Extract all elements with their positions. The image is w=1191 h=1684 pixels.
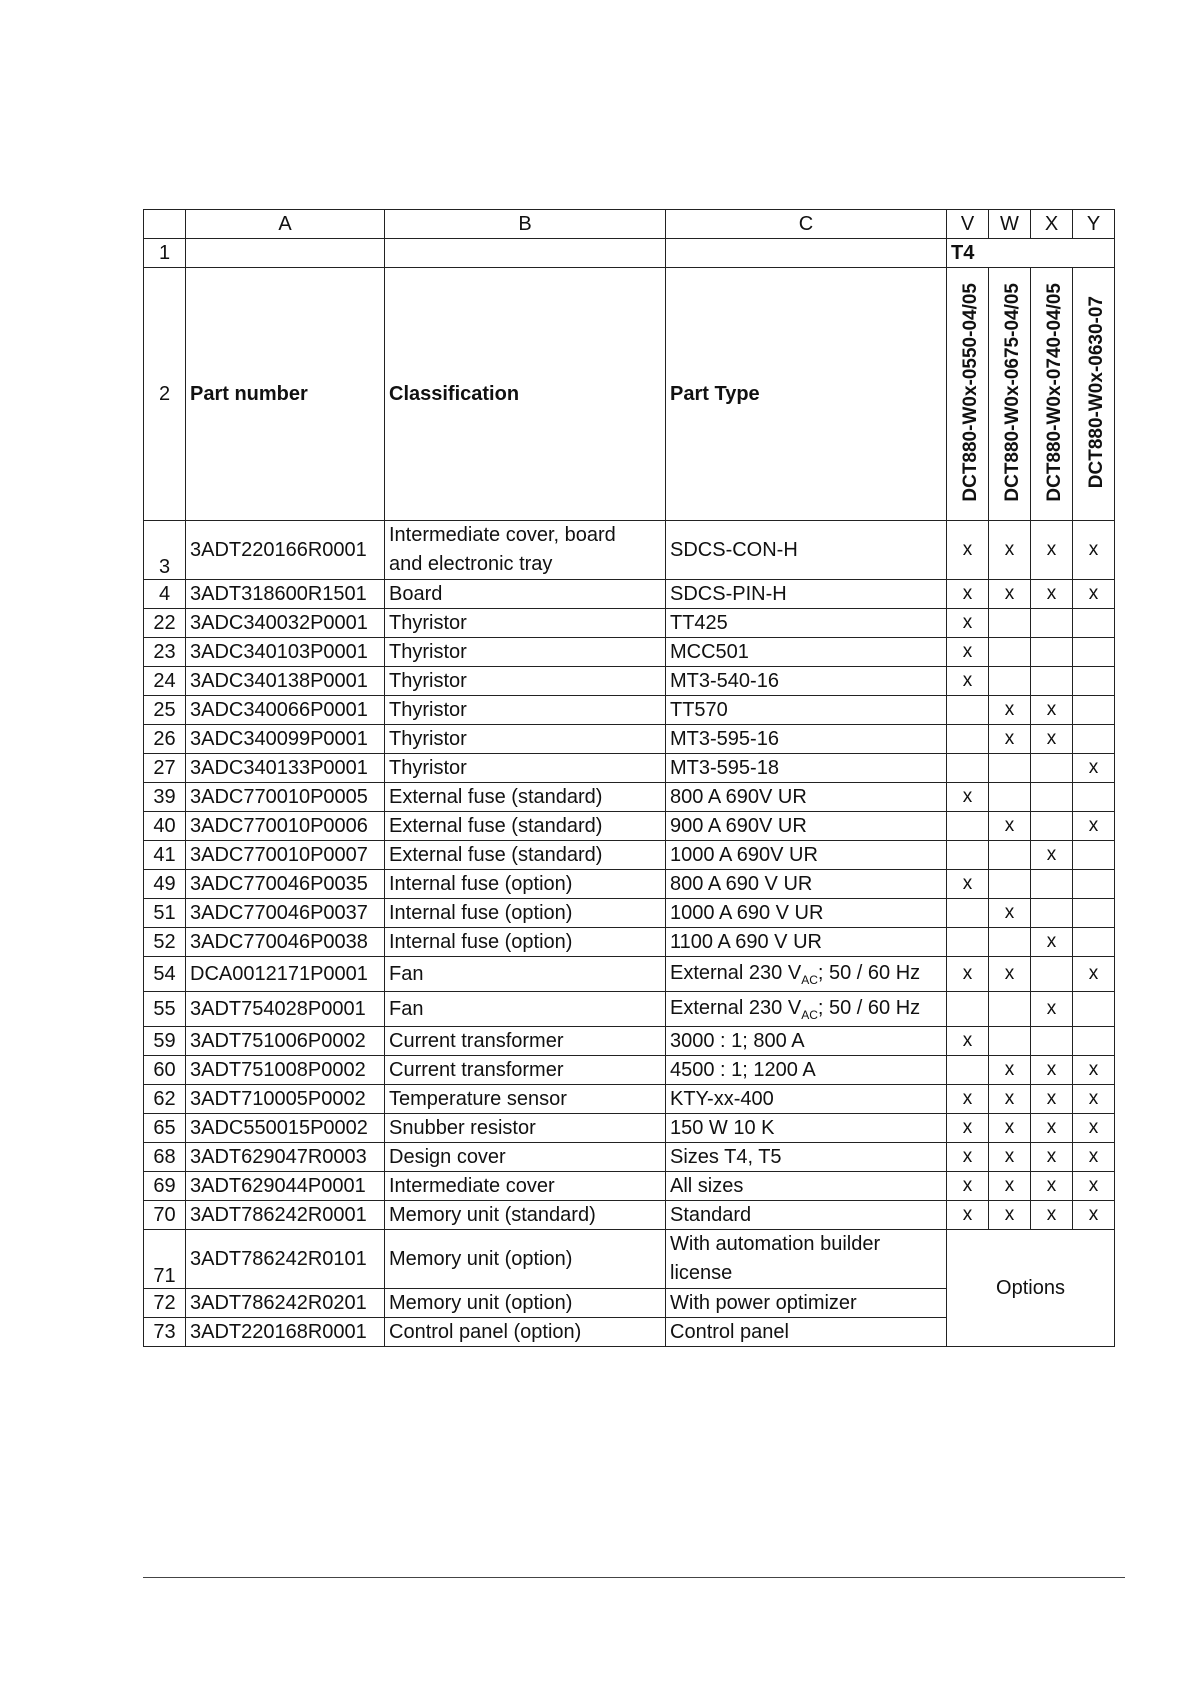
classification-cell[interactable]: External fuse (standard)	[385, 812, 666, 841]
applicability-cell-y[interactable]: x	[1073, 812, 1115, 841]
classification-cell[interactable]	[385, 521, 666, 580]
applicability-cell-v[interactable]: x	[947, 1201, 989, 1230]
applicability-cell-x[interactable]: x	[1031, 992, 1073, 1027]
applicability-cell-y[interactable]: x	[1073, 1143, 1115, 1172]
column-header-v[interactable]: V	[947, 210, 989, 239]
part-number-cell[interactable]: 3ADT629044P0001	[186, 1172, 385, 1201]
part-number-cell[interactable]: 3ADC340066P0001	[186, 696, 385, 725]
applicability-cell-w[interactable]: x	[989, 812, 1031, 841]
column-header-c[interactable]: C	[666, 210, 947, 239]
applicability-cell-w[interactable]: x	[989, 1056, 1031, 1085]
applicability-cell-v[interactable]: x	[947, 783, 989, 812]
table-row	[144, 1172, 1115, 1201]
part-number-cell[interactable]: 3ADC770046P0038	[186, 928, 385, 957]
applicability-cell-x[interactable]	[1031, 899, 1073, 928]
column-header-y[interactable]: Y	[1073, 210, 1115, 239]
model-label: DCT880-W0x-0740-04/05	[1044, 282, 1065, 502]
applicability-cell-y[interactable]	[1073, 609, 1115, 638]
row-number[interactable]: 40	[144, 812, 186, 841]
applicability-cell-y[interactable]: x	[1073, 754, 1115, 783]
applicability-cell-x[interactable]: x	[1031, 928, 1073, 957]
part-number-cell[interactable]: 3ADT710005P0002	[186, 1085, 385, 1114]
part-type-cell[interactable]: KTY-xx-400	[666, 1085, 947, 1114]
classification-cell[interactable]: External fuse (standard)	[385, 841, 666, 870]
applicability-cell-v[interactable]: x	[947, 638, 989, 667]
part-type-cell[interactable]: TT570	[666, 696, 947, 725]
row-number[interactable]: 70	[144, 1201, 186, 1230]
corner-cell[interactable]	[144, 210, 186, 239]
applicability-cell-w[interactable]	[989, 992, 1031, 1027]
part-number-cell[interactable]: DCA0012171P0001	[186, 957, 385, 992]
model-label: DCT880-W0x-0550-04/05	[960, 282, 981, 502]
applicability-cell-x[interactable]: x	[1031, 521, 1073, 580]
applicability-cell-w[interactable]: x	[989, 957, 1031, 992]
table-row	[144, 1085, 1115, 1114]
model-header-x[interactable]	[1031, 268, 1073, 521]
applicability-cell-x[interactable]: x	[1031, 1172, 1073, 1201]
part-number-header[interactable]: Part number	[186, 268, 385, 521]
applicability-cell-w[interactable]	[989, 1027, 1031, 1056]
part-type-cell[interactable]: SDCS-PIN-H	[666, 580, 947, 609]
applicability-cell-x[interactable]	[1031, 667, 1073, 696]
model-header-v[interactable]	[947, 268, 989, 521]
part-type-cell[interactable]: 800 A 690 V UR	[666, 870, 947, 899]
applicability-cell-x[interactable]	[1031, 783, 1073, 812]
part-type-text: ; 50 / 60 Hz	[817, 961, 921, 984]
applicability-cell-y[interactable]: x	[1073, 1085, 1115, 1114]
part-number-cell[interactable]: 3ADC770010P0005	[186, 783, 385, 812]
applicability-cell-v[interactable]: x	[947, 609, 989, 638]
table-row	[144, 1027, 1115, 1056]
applicability-cell-x[interactable]: x	[1031, 1114, 1073, 1143]
column-header-w[interactable]: W	[989, 210, 1031, 239]
part-type-cell[interactable]: 4500 : 1; 1200 A	[666, 1056, 947, 1085]
part-type-cell[interactable]: MT3-595-18	[666, 754, 947, 783]
part-type-text: External 230 V	[670, 961, 802, 984]
applicability-cell-y[interactable]: x	[1073, 521, 1115, 580]
part-number-cell[interactable]: 3ADT786242R0101	[186, 1230, 385, 1289]
applicability-cell-y[interactable]	[1073, 667, 1115, 696]
applicability-cell-y[interactable]	[1073, 783, 1115, 812]
footer-rule	[143, 1577, 1125, 1578]
applicability-cell-w[interactable]	[989, 783, 1031, 812]
row-number[interactable]: 71	[144, 1230, 186, 1289]
applicability-cell-x[interactable]	[1031, 638, 1073, 667]
table-row	[144, 521, 1115, 580]
applicability-cell-v[interactable]: x	[947, 1143, 989, 1172]
applicability-cell-v[interactable]	[947, 1056, 989, 1085]
part-type-cell[interactable]: MT3-595-16	[666, 725, 947, 754]
applicability-cell-x[interactable]: x	[1031, 580, 1073, 609]
applicability-cell-v[interactable]	[947, 899, 989, 928]
part-type-cell[interactable]: Control panel	[666, 1318, 947, 1347]
part-type-cell[interactable]	[666, 1230, 947, 1289]
applicability-cell-y[interactable]: x	[1073, 1056, 1115, 1085]
applicability-cell-w[interactable]: x	[989, 521, 1031, 580]
part-type-line: license	[670, 1262, 733, 1284]
applicability-cell-v[interactable]	[947, 725, 989, 754]
applicability-cell-v[interactable]	[947, 841, 989, 870]
part-type-cell[interactable]: Standard	[666, 1201, 947, 1230]
applicability-cell-w[interactable]: x	[989, 1143, 1031, 1172]
classification-cell[interactable]: Current transformer	[385, 1027, 666, 1056]
row-number[interactable]: 72	[144, 1289, 186, 1318]
part-number-cell[interactable]: 3ADC340133P0001	[186, 754, 385, 783]
classification-cell[interactable]: Memory unit (standard)	[385, 1201, 666, 1230]
part-number-cell[interactable]: 3ADT220168R0001	[186, 1318, 385, 1347]
applicability-cell-y[interactable]: x	[1073, 957, 1115, 992]
part-number-cell[interactable]: 3ADC340103P0001	[186, 638, 385, 667]
row-number[interactable]: 2	[144, 268, 186, 521]
part-type-cell[interactable]: All sizes	[666, 1172, 947, 1201]
table-row	[144, 1114, 1115, 1143]
classification-header[interactable]: Classification	[385, 268, 666, 521]
table-row	[144, 754, 1115, 783]
classification-cell[interactable]: Current transformer	[385, 1056, 666, 1085]
applicability-cell-y[interactable]	[1073, 992, 1115, 1027]
row-number[interactable]: 73	[144, 1318, 186, 1347]
header-row	[144, 268, 1115, 521]
classification-cell[interactable]: Fan	[385, 992, 666, 1027]
row-number[interactable]: 49	[144, 870, 186, 899]
model-label: DCT880-W0x-0675-04/05	[1002, 282, 1023, 502]
applicability-cell-v[interactable]: x	[947, 870, 989, 899]
model-header-w[interactable]	[989, 268, 1031, 521]
table-row	[144, 696, 1115, 725]
part-type-line: With automation builder	[670, 1233, 881, 1255]
part-number-cell[interactable]: 3ADT754028P0001	[186, 992, 385, 1027]
part-type-subscript: AC	[801, 972, 818, 987]
row-number[interactable]: 25	[144, 696, 186, 725]
row-number[interactable]: 51	[144, 899, 186, 928]
row-number[interactable]: 22	[144, 609, 186, 638]
classification-cell[interactable]: Thyristor	[385, 725, 666, 754]
part-number-cell[interactable]: 3ADT786242R0001	[186, 1201, 385, 1230]
classification-cell[interactable]: Thyristor	[385, 638, 666, 667]
applicability-cell-w[interactable]	[989, 667, 1031, 696]
table-row	[144, 928, 1115, 957]
part-type-cell[interactable]: TT425	[666, 609, 947, 638]
row-number[interactable]: 52	[144, 928, 186, 957]
applicability-cell-v[interactable]: x	[947, 1114, 989, 1143]
classification-cell[interactable]: Thyristor	[385, 667, 666, 696]
applicability-cell-y[interactable]	[1073, 841, 1115, 870]
row-number[interactable]: 41	[144, 841, 186, 870]
model-header-y[interactable]	[1073, 268, 1115, 521]
table-row	[144, 957, 1115, 992]
applicability-cell-w[interactable]: x	[989, 899, 1031, 928]
part-number-cell[interactable]: 3ADT751006P0002	[186, 1027, 385, 1056]
table-body	[144, 210, 1115, 1347]
size-group-label[interactable]: T4	[947, 239, 1115, 268]
model-label: DCT880-W0x-0630-07	[1086, 295, 1107, 489]
applicability-cell-v[interactable]: x	[947, 521, 989, 580]
table-row	[144, 667, 1115, 696]
part-number-cell[interactable]: 3ADC340099P0001	[186, 725, 385, 754]
table-row	[144, 638, 1115, 667]
applicability-cell-y[interactable]	[1073, 1027, 1115, 1056]
applicability-cell-y[interactable]: x	[1073, 1172, 1115, 1201]
applicability-cell-x[interactable]: x	[1031, 696, 1073, 725]
classification-line: and electronic tray	[389, 553, 553, 575]
part-number-cell[interactable]: 3ADT318600R1501	[186, 580, 385, 609]
part-type-text: External 230 V	[670, 996, 802, 1019]
applicability-cell-y[interactable]	[1073, 928, 1115, 957]
applicability-cell-y[interactable]: x	[1073, 580, 1115, 609]
column-letter-row	[144, 210, 1115, 239]
table-row	[144, 1143, 1115, 1172]
applicability-cell-w[interactable]	[989, 754, 1031, 783]
part-number-cell[interactable]: 3ADC340032P0001	[186, 609, 385, 638]
row-number[interactable]: 4	[144, 580, 186, 609]
part-type-cell[interactable]: 1000 A 690V UR	[666, 841, 947, 870]
applicability-cell-x[interactable]	[1031, 1027, 1073, 1056]
table-row	[144, 841, 1115, 870]
part-number-cell[interactable]: 3ADC340138P0001	[186, 667, 385, 696]
part-type-cell[interactable]: 1100 A 690 V UR	[666, 928, 947, 957]
row-number[interactable]: 26	[144, 725, 186, 754]
applicability-cell-w[interactable]: x	[989, 1201, 1031, 1230]
classification-cell[interactable]: Memory unit (option)	[385, 1230, 666, 1289]
row-number[interactable]: 55	[144, 992, 186, 1027]
part-type-cell[interactable]: 800 A 690V UR	[666, 783, 947, 812]
options-cell[interactable]: Options	[947, 1230, 1115, 1347]
table-row	[144, 812, 1115, 841]
applicability-cell-y[interactable]: x	[1073, 1201, 1115, 1230]
table-row	[144, 725, 1115, 754]
applicability-cell-v[interactable]	[947, 812, 989, 841]
applicability-cell-y[interactable]: x	[1073, 1114, 1115, 1143]
classification-cell[interactable]: Fan	[385, 957, 666, 992]
classification-cell[interactable]: Internal fuse (option)	[385, 870, 666, 899]
applicability-cell-x[interactable]: x	[1031, 1201, 1073, 1230]
applicability-cell-w[interactable]	[989, 870, 1031, 899]
classification-cell[interactable]: Design cover	[385, 1143, 666, 1172]
table-row	[144, 1201, 1115, 1230]
applicability-cell-v[interactable]: x	[947, 957, 989, 992]
part-number-cell[interactable]: 3ADT751008P0002	[186, 1056, 385, 1085]
applicability-cell-x[interactable]: x	[1031, 1056, 1073, 1085]
part-number-cell[interactable]: 3ADC770046P0037	[186, 899, 385, 928]
classification-cell[interactable]: Internal fuse (option)	[385, 928, 666, 957]
applicability-cell-w[interactable]	[989, 609, 1031, 638]
part-type-cell[interactable]: MT3-540-16	[666, 667, 947, 696]
row-number[interactable]: 27	[144, 754, 186, 783]
applicability-cell-x[interactable]: x	[1031, 1143, 1073, 1172]
part-type-header[interactable]: Part Type	[666, 268, 947, 521]
empty-cell[interactable]	[666, 239, 947, 268]
applicability-cell-v[interactable]: x	[947, 1027, 989, 1056]
column-header-a[interactable]: A	[186, 210, 385, 239]
row-number[interactable]: 65	[144, 1114, 186, 1143]
part-number-cell[interactable]: 3ADT220166R0001	[186, 521, 385, 580]
applicability-cell-w[interactable]: x	[989, 1114, 1031, 1143]
applicability-cell-y[interactable]	[1073, 638, 1115, 667]
column-header-b[interactable]: B	[385, 210, 666, 239]
classification-cell[interactable]: Control panel (option)	[385, 1318, 666, 1347]
group-row	[144, 239, 1115, 268]
part-type-cell[interactable]: 1000 A 690 V UR	[666, 899, 947, 928]
applicability-cell-v[interactable]: x	[947, 580, 989, 609]
applicability-cell-w[interactable]	[989, 638, 1031, 667]
part-number-cell[interactable]: 3ADT629047R0003	[186, 1143, 385, 1172]
row-number[interactable]: 3	[144, 521, 186, 580]
table-row	[144, 580, 1115, 609]
row-number[interactable]: 59	[144, 1027, 186, 1056]
classification-cell[interactable]: Internal fuse (option)	[385, 899, 666, 928]
table-row	[144, 1056, 1115, 1085]
part-number-cell[interactable]: 3ADC770010P0006	[186, 812, 385, 841]
classification-cell[interactable]: Memory unit (option)	[385, 1289, 666, 1318]
classification-cell[interactable]: Snubber resistor	[385, 1114, 666, 1143]
applicability-cell-y[interactable]	[1073, 899, 1115, 928]
part-type-cell[interactable]: 150 W 10 K	[666, 1114, 947, 1143]
classification-cell[interactable]: Intermediate cover	[385, 1172, 666, 1201]
row-number[interactable]: 23	[144, 638, 186, 667]
applicability-cell-x[interactable]	[1031, 754, 1073, 783]
part-type-cell[interactable]	[666, 957, 947, 992]
part-type-cell[interactable]: With power optimizer	[666, 1289, 947, 1318]
row-number[interactable]: 24	[144, 667, 186, 696]
part-type-cell[interactable]: 900 A 690V UR	[666, 812, 947, 841]
parts-table	[143, 209, 1115, 1347]
applicability-cell-v[interactable]: x	[947, 1085, 989, 1114]
part-number-cell[interactable]: 3ADC550015P0002	[186, 1114, 385, 1143]
applicability-cell-x[interactable]	[1031, 957, 1073, 992]
classification-cell[interactable]: Thyristor	[385, 696, 666, 725]
row-number[interactable]: 1	[144, 239, 186, 268]
applicability-cell-w[interactable]: x	[989, 725, 1031, 754]
applicability-cell-y[interactable]	[1073, 870, 1115, 899]
table-row	[144, 870, 1115, 899]
part-type-cell[interactable]: 3000 : 1; 800 A	[666, 1027, 947, 1056]
table-row	[144, 783, 1115, 812]
applicability-cell-w[interactable]: x	[989, 1085, 1031, 1114]
part-type-cell[interactable]: SDCS-CON-H	[666, 521, 947, 580]
applicability-cell-x[interactable]: x	[1031, 841, 1073, 870]
part-type-cell[interactable]: MCC501	[666, 638, 947, 667]
part-type-subscript: AC	[801, 1007, 818, 1022]
applicability-cell-x[interactable]: x	[1031, 725, 1073, 754]
classification-cell[interactable]: Temperature sensor	[385, 1085, 666, 1114]
applicability-cell-x[interactable]	[1031, 609, 1073, 638]
applicability-cell-w[interactable]: x	[989, 696, 1031, 725]
applicability-cell-y[interactable]	[1073, 725, 1115, 754]
part-number-cell[interactable]: 3ADC770046P0035	[186, 870, 385, 899]
classification-cell[interactable]: Thyristor	[385, 609, 666, 638]
row-number[interactable]: 62	[144, 1085, 186, 1114]
classification-cell[interactable]: External fuse (standard)	[385, 783, 666, 812]
applicability-cell-v[interactable]	[947, 928, 989, 957]
applicability-cell-w[interactable]: x	[989, 1172, 1031, 1201]
table-row	[144, 609, 1115, 638]
column-header-x[interactable]: X	[1031, 210, 1073, 239]
classification-cell[interactable]: Board	[385, 580, 666, 609]
empty-cell[interactable]	[385, 239, 666, 268]
part-type-cell[interactable]	[666, 992, 947, 1027]
applicability-cell-x[interactable]	[1031, 812, 1073, 841]
applicability-cell-w[interactable]	[989, 928, 1031, 957]
applicability-cell-v[interactable]: x	[947, 1172, 989, 1201]
classification-cell[interactable]: Thyristor	[385, 754, 666, 783]
row-number[interactable]: 68	[144, 1143, 186, 1172]
applicability-cell-v[interactable]	[947, 754, 989, 783]
applicability-cell-x[interactable]	[1031, 870, 1073, 899]
part-number-cell[interactable]: 3ADC770010P0007	[186, 841, 385, 870]
part-number-cell[interactable]: 3ADT786242R0201	[186, 1289, 385, 1318]
part-type-cell[interactable]: Sizes T4, T5	[666, 1143, 947, 1172]
table-row	[144, 899, 1115, 928]
empty-cell[interactable]	[186, 239, 385, 268]
applicability-cell-w[interactable]: x	[989, 580, 1031, 609]
applicability-cell-x[interactable]: x	[1031, 1085, 1073, 1114]
applicability-cell-w[interactable]	[989, 841, 1031, 870]
classification-line: Intermediate cover, board	[389, 524, 616, 546]
applicability-cell-y[interactable]	[1073, 696, 1115, 725]
table-row	[144, 1230, 1115, 1289]
applicability-cell-v[interactable]	[947, 992, 989, 1027]
row-number[interactable]: 54	[144, 957, 186, 992]
applicability-cell-v[interactable]	[947, 696, 989, 725]
row-number[interactable]: 39	[144, 783, 186, 812]
part-type-text: ; 50 / 60 Hz	[817, 996, 921, 1019]
table-row	[144, 992, 1115, 1027]
row-number[interactable]: 60	[144, 1056, 186, 1085]
applicability-cell-v[interactable]: x	[947, 667, 989, 696]
row-number[interactable]: 69	[144, 1172, 186, 1201]
